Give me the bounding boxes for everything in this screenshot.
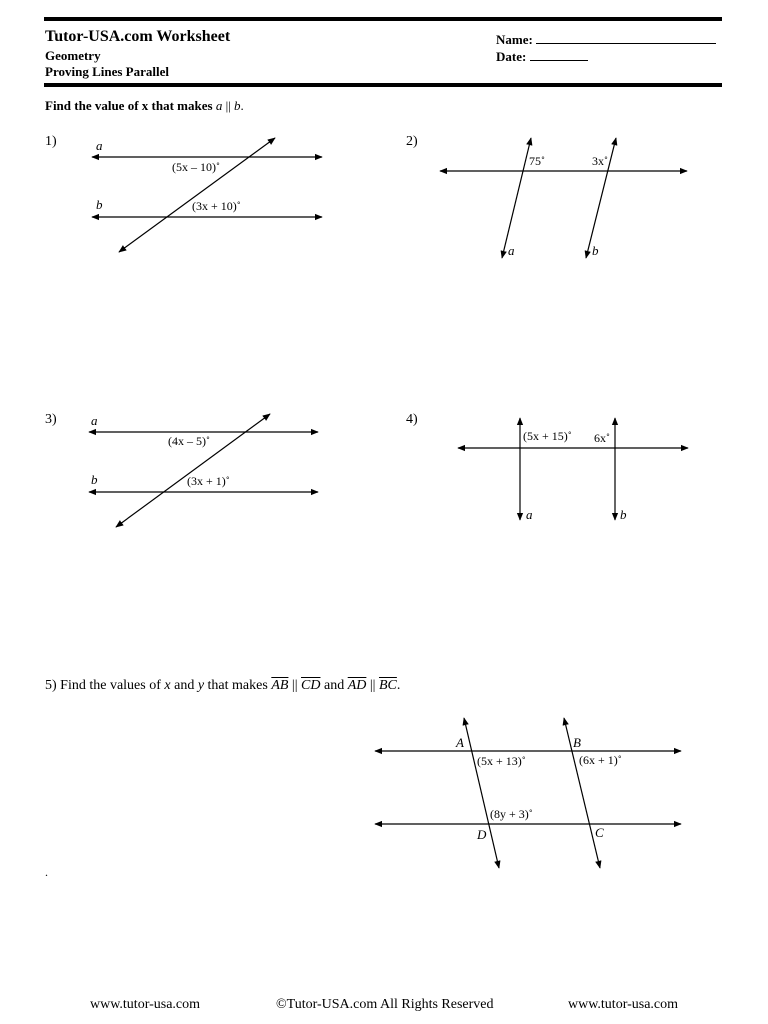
subject-label: Geometry xyxy=(45,48,101,63)
problem-5-text-2: that makes xyxy=(207,678,268,693)
instructions-text: Find the value of x that makes xyxy=(45,98,213,113)
problem-5-and: and xyxy=(174,678,195,693)
problem-5-number: 5) xyxy=(45,678,57,693)
problem-4-figure xyxy=(458,418,688,522)
p1-label-a: a xyxy=(96,138,103,153)
p1-label-b: b xyxy=(96,197,103,212)
name-label: Name: xyxy=(496,32,533,47)
problem-3-number: 3) xyxy=(45,412,57,427)
p3-label-b: b xyxy=(91,472,98,487)
problem-5-and-2: and xyxy=(323,678,345,693)
p5-angle-a: (5x + 13)˚ xyxy=(477,754,526,768)
p2-label-a: a xyxy=(508,243,515,258)
p5-line-ad xyxy=(464,718,499,868)
p5-angle-b: (6x + 1)˚ xyxy=(579,753,622,767)
problem-2-number: 2) xyxy=(406,134,418,149)
p1-angle-bottom: (3x + 10)˚ xyxy=(192,199,241,213)
p5-point-b: B xyxy=(573,735,581,750)
worksheet-title: Tutor-USA.com Worksheet xyxy=(45,28,231,45)
p4-angle-right: 6x˚ xyxy=(594,431,610,445)
segment-ad: $\overline{AD}$ xyxy=(347,678,367,693)
p2-line-a xyxy=(502,138,531,258)
segment-ab: $\overline{AB}$ xyxy=(271,678,289,693)
p4-label-b: b xyxy=(620,507,627,522)
problem-2-figure xyxy=(440,138,687,258)
footer-left: www.tutor-usa.com xyxy=(90,997,201,1012)
p4-angle-left: (5x + 15)˚ xyxy=(523,429,572,443)
p5-point-a: A xyxy=(456,735,464,750)
p5-line-bc xyxy=(564,718,600,868)
p3-transversal xyxy=(116,414,270,527)
problem-5-parallel-2: || xyxy=(369,678,376,693)
footer-center: ©Tutor-USA.com All Rights Reserved xyxy=(276,997,494,1012)
segment-cd: $\overline{CD}$ xyxy=(301,678,321,693)
topic-label: Proving Lines Parallel xyxy=(45,64,169,79)
p3-angle-top: (4x – 5)˚ xyxy=(168,434,210,448)
problem-3-figure xyxy=(89,413,318,527)
problem-5-period: . xyxy=(396,678,401,693)
problem-4-number: 4) xyxy=(406,412,418,427)
problem-1-figure xyxy=(92,138,322,252)
p2-label-b: b xyxy=(592,243,599,258)
instructions-period: . xyxy=(240,98,244,113)
p5-point-d: D xyxy=(477,827,487,842)
stray-mark: . xyxy=(45,865,48,879)
problem-5-var-x: x xyxy=(164,678,171,693)
instructions-line-b: b xyxy=(234,98,241,113)
p2-angle-left: 75˚ xyxy=(529,154,545,168)
footer-right: www.tutor-usa.com xyxy=(568,997,679,1012)
problem-5-var-y: y xyxy=(197,678,205,693)
p3-angle-bottom: (3x + 1)˚ xyxy=(187,474,230,488)
instructions-line-a: a xyxy=(215,98,223,113)
p5-point-c: C xyxy=(595,825,604,840)
p3-label-a: a xyxy=(91,413,98,428)
problem-5-figure xyxy=(375,718,681,868)
p1-angle-top: (5x – 10)˚ xyxy=(172,160,220,174)
problem-5-parallel-1: || xyxy=(291,678,298,693)
p5-angle-d: (8y + 3)˚ xyxy=(490,807,533,821)
date-label: Date: xyxy=(496,49,527,64)
problem-5-text-1: Find the values of xyxy=(60,678,161,693)
p1-transversal xyxy=(119,138,275,252)
segment-bc: $\overline{BC}$ xyxy=(378,678,397,693)
instructions-parallel: || xyxy=(225,98,231,113)
p4-label-a: a xyxy=(526,507,533,522)
p2-angle-right: 3x˚ xyxy=(592,154,608,168)
problem-1-number: 1) xyxy=(45,134,57,149)
